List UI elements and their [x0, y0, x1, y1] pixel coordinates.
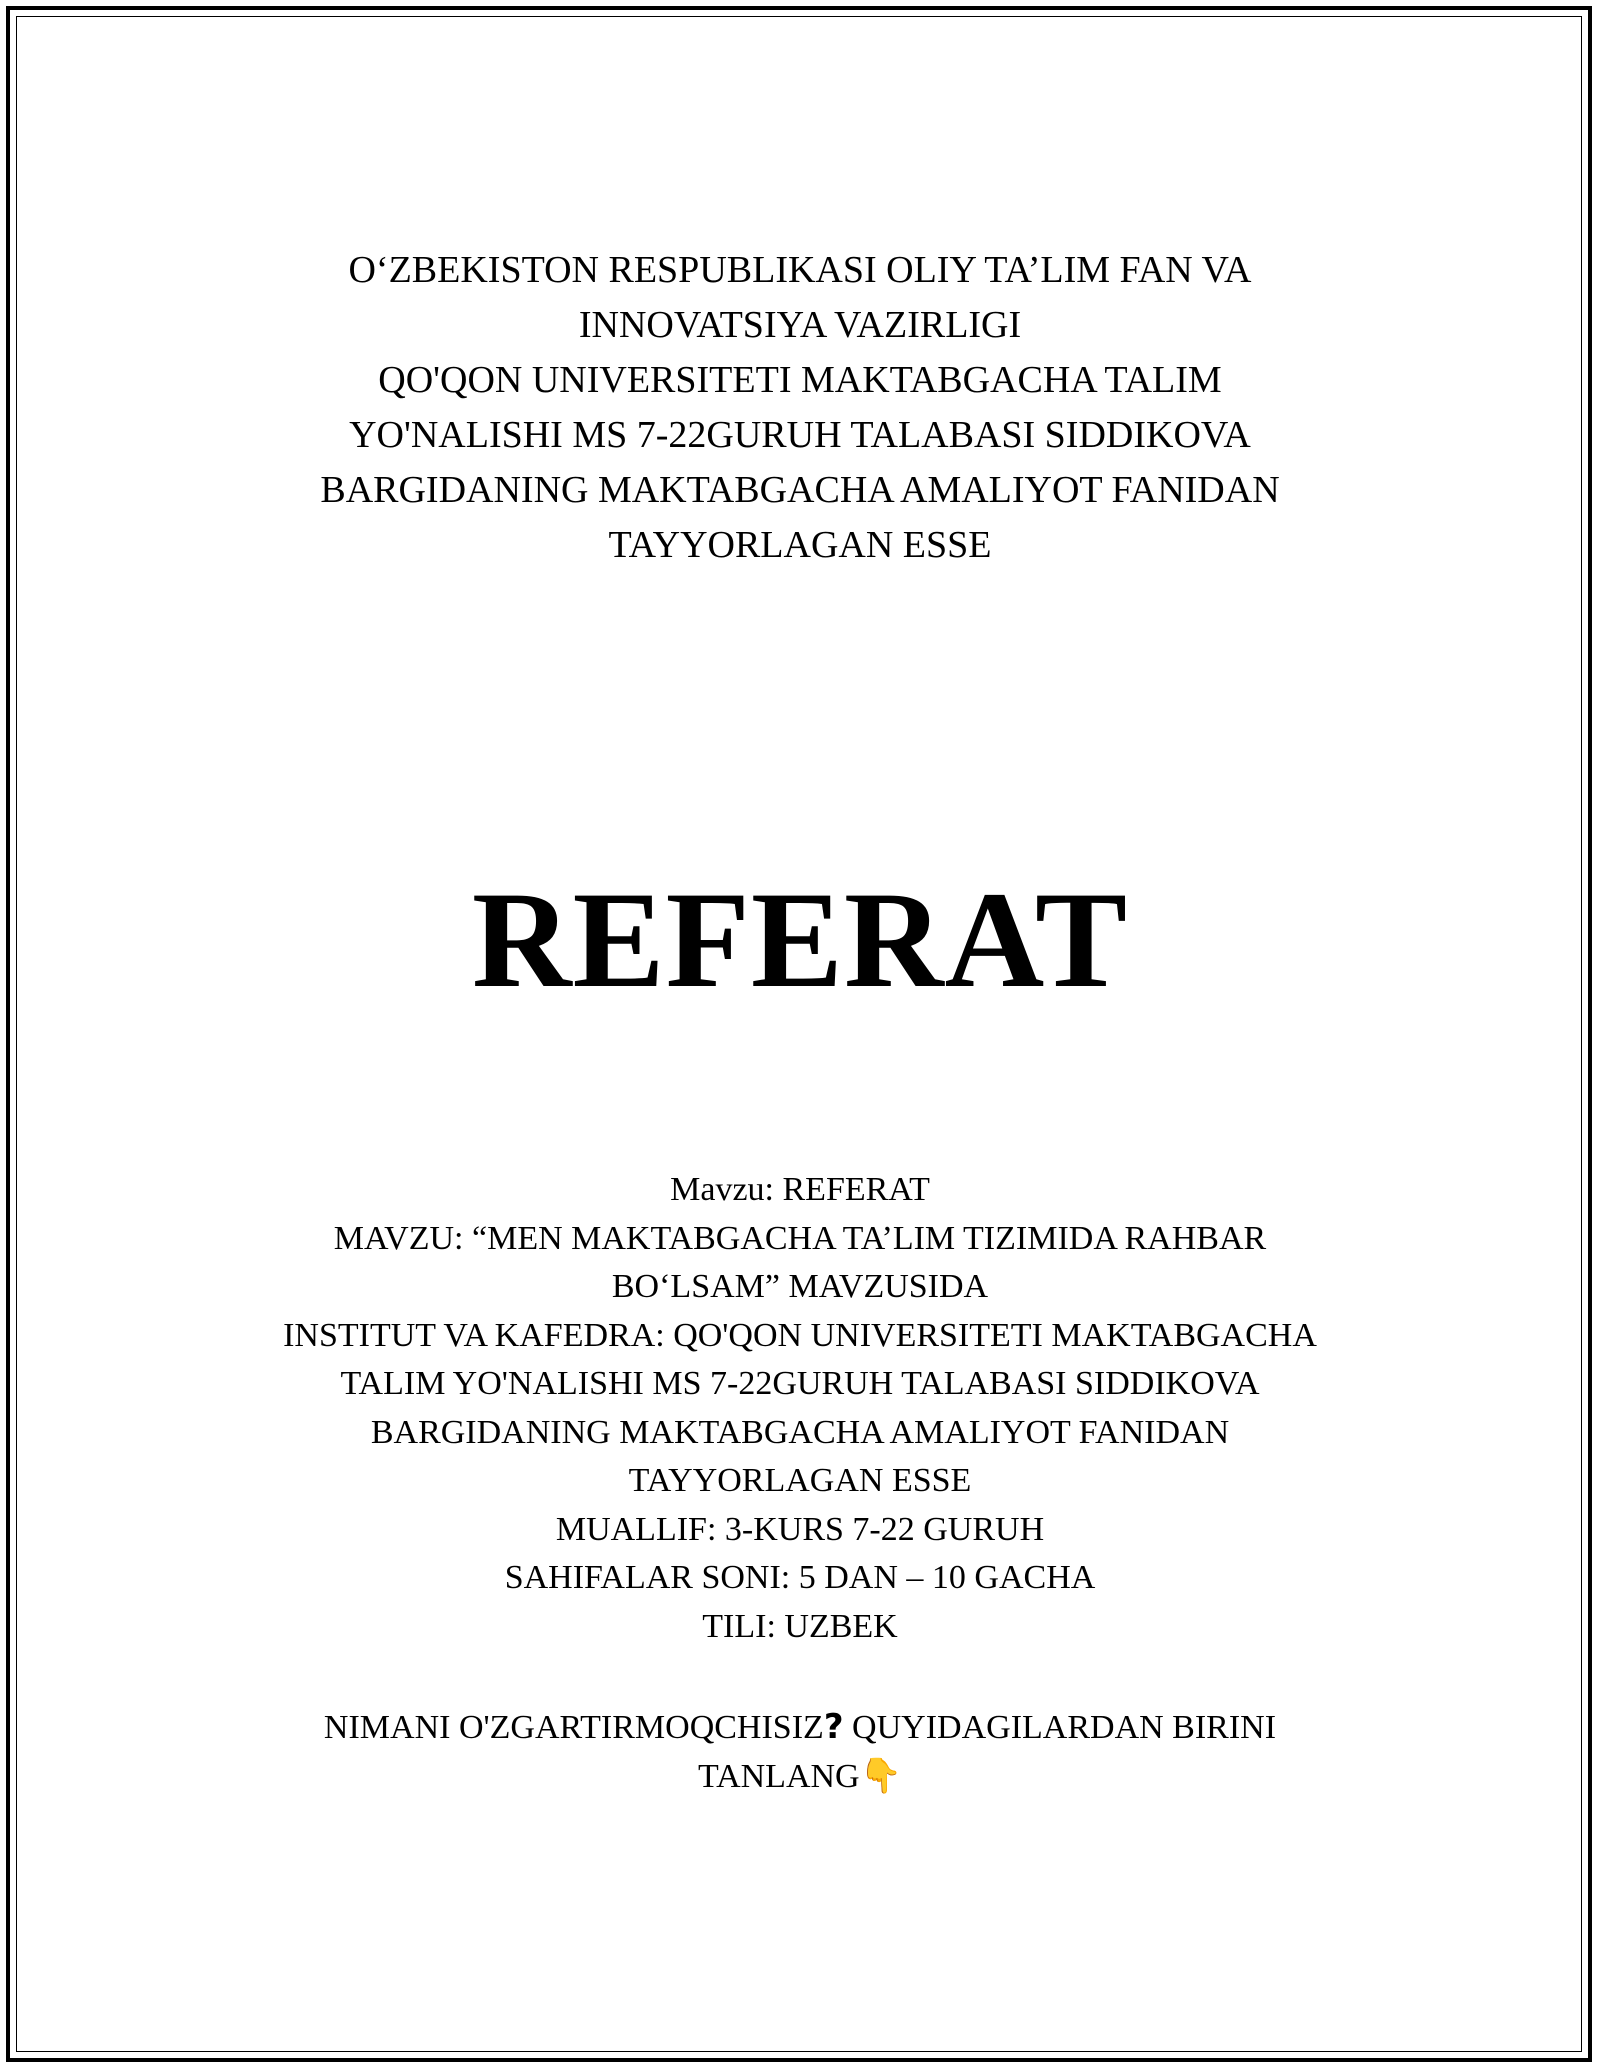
question-mark-icon: ?	[823, 1707, 844, 1747]
details-line: MAVZU: “MEN MAKTABGACHA TA’LIM TIZIMIDA RAHBAR	[333, 1219, 1267, 1257]
document-details	[200, 1166, 1400, 1651]
header-line: TAYYORLAGAN ESSE	[608, 524, 992, 566]
header-line: QO'QON UNIVERSITETI MAKTABGACHA TALIM	[378, 359, 1222, 401]
ministry-header	[200, 243, 1400, 573]
document-title: REFERAT	[471, 863, 1129, 1016]
details-line: Mavzu: REFERAT	[670, 1171, 930, 1208]
choice-prompt	[200, 1703, 1400, 1801]
details-line: MUALLIF: 3-KURS 7-22 GURUH	[555, 1510, 1045, 1548]
details-line: SAHIFALAR SONI: 5 DAN – 10 GACHA	[504, 1559, 1096, 1596]
details-line: BO‘LSAM” MAVZUSIDA	[611, 1268, 989, 1305]
details-line: INSTITUT VA KAFEDRA: QO'QON UNIVERSITETI MAKTABGACHA	[283, 1316, 1317, 1354]
header-line: O‘ZBEKISTON RESPUBLIKASI OLIY TA’LIM FAN VA	[348, 249, 1252, 291]
details-line: TALIM YO'NALISHI MS 7-22GURUH TALABASI SIDDIKOVA	[340, 1365, 1260, 1402]
details-line: BARGIDANING MAKTABGACHA AMALIYOT FANIDAN	[370, 1413, 1230, 1451]
prompt-line-2	[200, 1752, 1400, 1801]
header-line: BARGIDANING MAKTABGACHA AMALIYOT FANIDAN	[320, 469, 1280, 511]
header-line: YO'NALISHI MS 7-22GURUH TALABASI SIDDIKOVA	[349, 414, 1251, 456]
header-line: INNOVATSIYA VAZIRLIGI	[578, 304, 1022, 346]
pointing-down-icon: 👇	[859, 1756, 902, 1796]
prompt-instruction-text: QUYIDAGILARDAN BIRINI	[843, 1709, 1277, 1746]
prompt-line-1	[200, 1703, 1400, 1752]
prompt-choose-text: TANLANG	[698, 1758, 860, 1795]
details-line: TILI: UZBEK	[702, 1607, 898, 1645]
details-line: TAYYORLAGAN ESSE	[628, 1462, 972, 1499]
prompt-question-text: NIMANI O'ZGARTIRMOQCHISIZ	[323, 1709, 824, 1746]
